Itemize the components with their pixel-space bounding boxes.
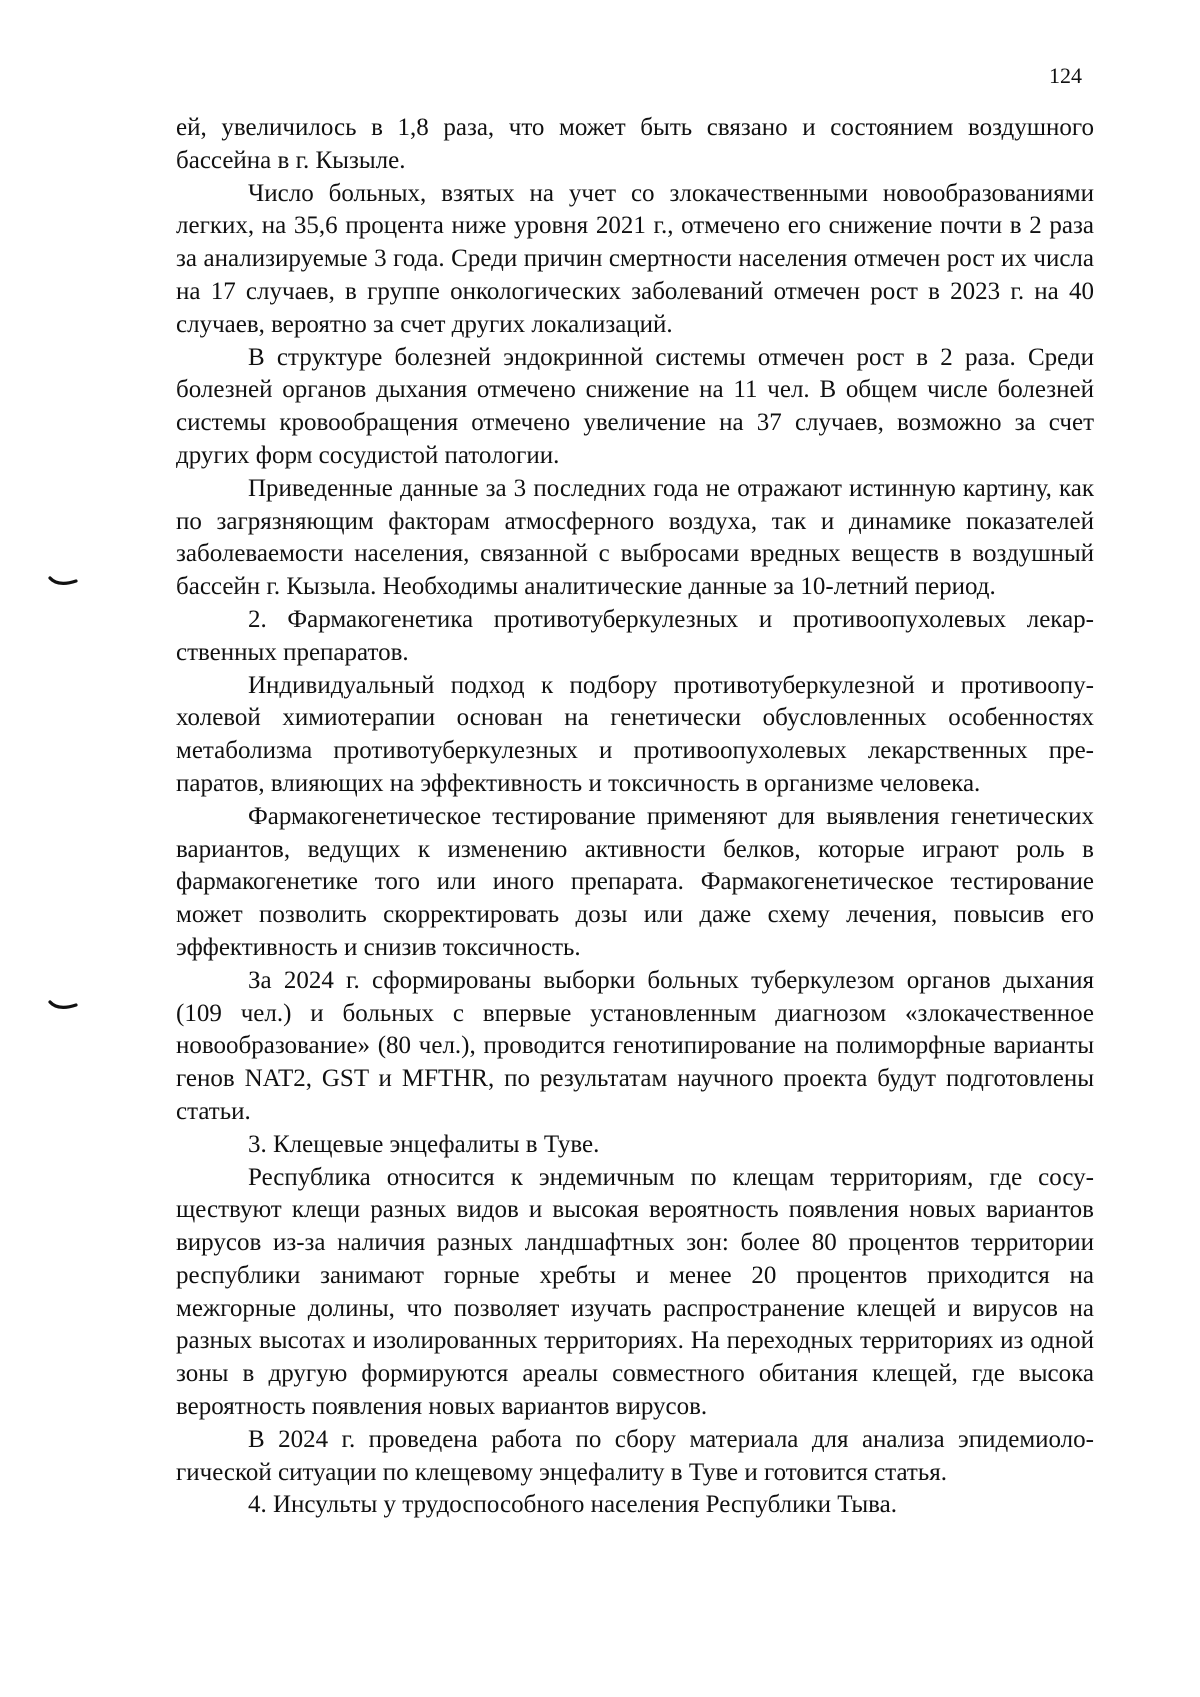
paragraph-individual-approach: Индивидуальный подход к подбору противотуберкулезной и противоопухолевой химиотерапии основан на генетически обусловленных особенностях метаболизма противотуберкулезных и противоопухолевых лекарственных препаратов, влияющих на эффективность и токсичность в организме человека. (176, 671, 1094, 797)
paragraph-2024-samples: За 2024 г. сформированы выборки больных туберкулезом органов дыхания (109 чел.) и больных с впервые установленным диагнозом «злокачественное новообразование» (80 чел.), проводится генотипирование на полиморфные варианты генов NAT2, GST и MFTHR, по результатам научного проекта будут подготовлены статьи. (176, 966, 1094, 1125)
text-body (176, 112, 1094, 1522)
paragraph-continuation: ей, увеличилось в 1,8 раза, что может быть связано и состоянием воздушного бассейна в г. Кызыле. (176, 114, 1094, 174)
paragraph-2024-material: В 2024 г. проведена работа по сбору материала для анализа эпидемиологической ситуации по клещевому энцефалиту в Туве и готовится статья. (176, 1425, 1094, 1486)
section-heading-pharmacogenetics: 2. Фармакогенетика противотуберкулезных и противоопухолевых лекарственных препаратов. (176, 605, 1094, 666)
paragraph-endemic-territories: Республика относится к эндемичным по клещам территориям, где сосуществуют клещи разных видов и высокая вероятность появления новых вариантов вирусов из-за наличия разных ландшафтных зон: более 80 процентов территории республики занимают горные хребты и менее 20 процентов приходится на межгорные долины, что позволяет изучать распространение клещей и вирусов на разных высотах и изолированных территориях. На переходных территориях из одной зоны в другую формируются ареалы совместного обитания клещей, где высока вероятность появления новых вариантов вирусов. (176, 1163, 1094, 1421)
section-heading-strokes: 4. Инсульты у трудоспособного населения Республики Тыва. (248, 1491, 897, 1519)
page-number: 124 (1049, 63, 1082, 88)
paragraph-pharmacogenetic-testing: Фармакогенетическое тестирование применяют для выявления генетических вариантов, ведущих к изменению активности белков, которые играют роль в фармакогенетике того или иного препарата. Фармакогенетическое тестирование может позволить скорректировать дозы или даже схему лечения, повысив его эффективность и снизив токсичность. (176, 802, 1094, 961)
paragraph-disease-structure: В структуре болезней эндокринной системы отмечен рост в 2 раза. Среди болезней органов дыхания отмечено снижение на 11 чел. В общем числе болезней системы кровообращения отмечено увеличение на 37 случаев, возможно за счет других форм сосудистой патологии. (176, 343, 1094, 469)
paragraph-lung-neoplasms: Число больных, взятых на учет со злокачественными новообразованиями легких, на 35,6 процента ниже уровня 2021 г., отмечено его снижение почти в 2 раза за анализируемые 3 года. Среди причин смертности населения отмечен рост их числа на 17 случаев, в группе онкологических заболеваний отмечен рост в 2023 г. на 40 случаев, вероятно за счет других локализаций. (176, 179, 1094, 338)
margin-mark-icon (48, 576, 78, 588)
section-heading-tick-encephalitis: 3. Клещевые энцефалиты в Туве. (248, 1130, 600, 1158)
margin-mark-icon (48, 1000, 78, 1012)
paragraph-data-limitations: Приведенные данные за 3 последних года не отражают истинную картину, как по загрязняющим факторам атмосферного воздуха, так и динамике показателей заболеваемости населения, связанной с выбросами вредных веществ в воздушный бассейн г. Кызыла. Необходимы аналитические данные за 10-летний период. (176, 474, 1094, 601)
